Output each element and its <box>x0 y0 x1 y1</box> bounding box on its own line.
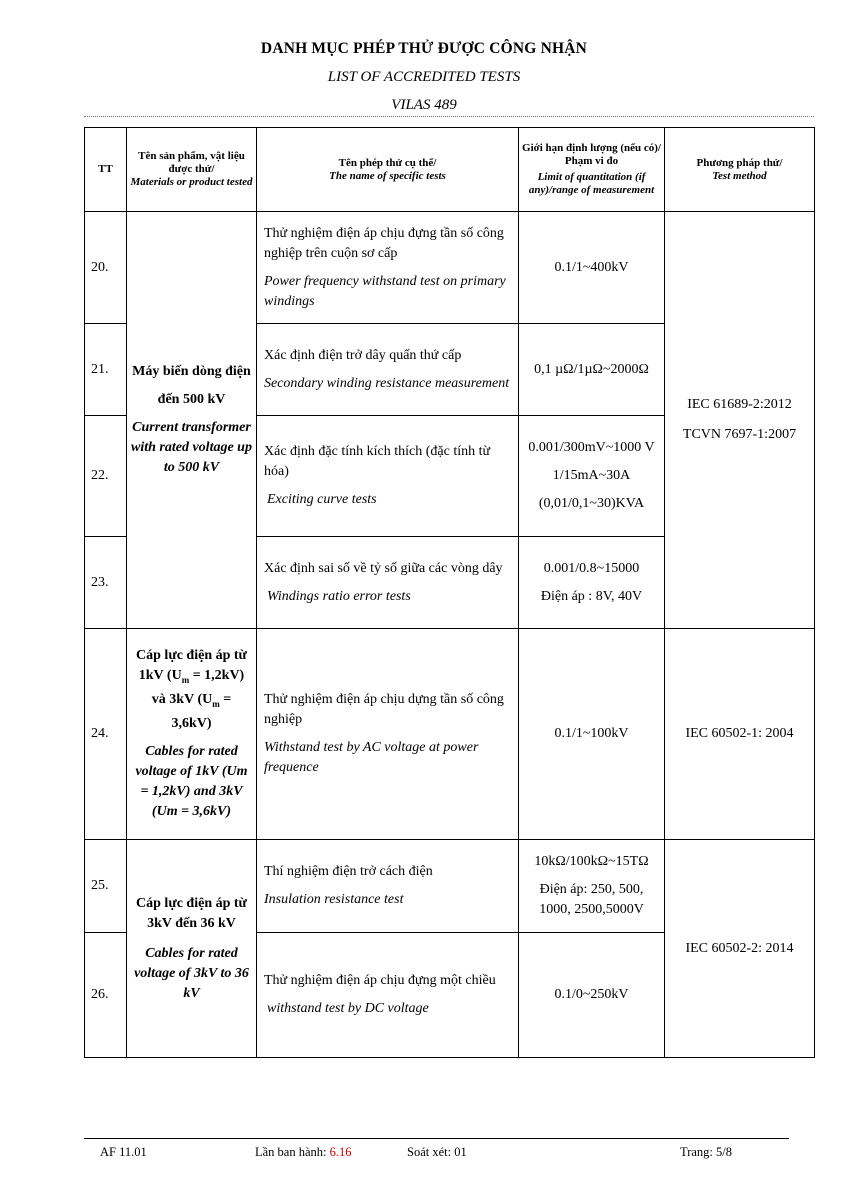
test-name-en: Withstand test by AC voltage at power frequence <box>264 740 479 775</box>
col-header-method-en: Test method <box>712 169 767 182</box>
product-name-vi-part: Cáp lực điện áp từ 1kV (U <box>136 648 247 684</box>
product-name-vi: Cáp lực điện áp từ 3kV đến 36 kV <box>136 895 247 931</box>
spacer <box>264 366 512 374</box>
limit-value: 0.1/1~100kV <box>554 726 629 741</box>
product-name-en: Current transformer with rated voltage up to 500 kV <box>131 420 252 475</box>
col-header-product-vi: Tên sản phẩm, vật liệu được thử/ <box>138 150 245 175</box>
test-cell <box>257 933 519 1058</box>
subscript: m <box>212 698 220 709</box>
test-cell <box>257 324 519 416</box>
col-header-product-en: Materials or product tested <box>130 176 253 188</box>
document-title: DANH MỤC PHÉP THỬ ĐƯỢC CÔNG NHẬN <box>260 40 588 57</box>
footer-divider <box>84 1138 789 1139</box>
test-name-en: Power frequency withstand test on primary windings <box>264 273 506 309</box>
method-value: IEC 60502-1: 2004 <box>685 726 794 741</box>
test-name-vi: Xác định sai số về tỷ số giữa các vòng dây <box>264 560 503 576</box>
product-name-en: Cables for rated voltage of 3kV to 36 kV <box>134 945 249 1001</box>
spacer <box>264 482 512 490</box>
col-header-test-vi: Tên phép thử cụ thể/ <box>338 156 437 169</box>
row-number: 20. <box>85 212 127 324</box>
product-name-vi-part: = 3,6kV) <box>171 692 232 731</box>
col-header-test-en: The name of specific tests <box>329 169 446 182</box>
test-cell <box>257 212 519 324</box>
test-cell <box>257 840 519 933</box>
accredited-tests-table <box>84 127 815 1058</box>
row-number: 23. <box>85 537 127 629</box>
footer-review: Soát xét: 01 <box>407 1145 467 1159</box>
footer-issue-value: 6.16 <box>329 1145 352 1159</box>
table-row <box>85 212 815 324</box>
limit-cell <box>519 933 665 1058</box>
col-header-method <box>665 128 815 212</box>
row-number: 26. <box>85 933 127 1058</box>
product-name-vi <box>131 646 252 734</box>
limit-value: 0.1/1~400kV <box>554 259 629 275</box>
col-header-tt: TT <box>85 128 127 212</box>
method-value: IEC 61689-2:2012 <box>687 397 792 412</box>
limit-value: 10kΩ/100kΩ~15TΩ <box>534 854 649 869</box>
limit-value: 0.001/0.8~15000 <box>543 560 640 576</box>
product-name-vi-2: đến 500 kV <box>157 392 226 407</box>
spacer <box>264 264 512 272</box>
test-cell <box>257 537 519 629</box>
row-number: 22. <box>85 416 127 537</box>
footer-issue <box>255 1145 352 1160</box>
spacer <box>264 579 512 587</box>
footer-page-number: Trang: 5/8 <box>680 1145 732 1159</box>
col-header-test <box>257 128 519 212</box>
row-number: 25. <box>85 840 127 933</box>
row-number: 21. <box>85 324 127 416</box>
col-header-limit-vi: Giới hạn định lượng (nếu có)/ Phạm vi đo <box>522 142 661 167</box>
subscript: m <box>181 675 190 685</box>
table-row <box>85 840 815 933</box>
test-name-vi: Thử nghiệm điện áp chịu đựng một chiều <box>264 973 496 988</box>
limit-value: 0.1/0~250kV <box>554 987 629 1002</box>
test-name-vi: Xác định điện trở dây quấn thứ cấp <box>264 347 462 363</box>
table-row <box>85 629 815 840</box>
test-cell <box>257 629 519 840</box>
limit-cell <box>519 212 665 324</box>
footer-issue-label: Lần ban hành: <box>255 1145 330 1159</box>
limit-cell <box>519 840 665 933</box>
limit-value-2: 1/15mA~30A <box>552 468 631 483</box>
col-header-limit <box>519 128 665 212</box>
test-name-vi: Xác định đặc tính kích thích (đặc tính từ hóa) <box>264 444 491 479</box>
col-header-product <box>127 128 257 212</box>
test-name-vi: Thí nghiệm điện trở cách điện <box>264 864 433 879</box>
test-name-en: Exciting curve tests <box>267 492 377 507</box>
limit-value: 0,1 µΩ/1µΩ~2000Ω <box>534 361 649 377</box>
spacer <box>264 730 512 738</box>
test-cell <box>257 416 519 537</box>
method-cell <box>665 212 815 629</box>
product-cell <box>127 629 257 840</box>
method-cell <box>665 629 815 840</box>
limit-value-2: Điện áp: 250, 500, 1000, 2500,5000V <box>539 882 644 917</box>
product-name-vi: Máy biến dòng điện <box>132 364 251 379</box>
limit-value-3: (0,01/0,1~30)KVA <box>538 496 645 511</box>
product-name-vi-part: = 1,2kV) và 3kV (U <box>151 668 245 707</box>
accreditation-code: VILAS 489 <box>391 97 457 113</box>
product-cell <box>127 840 257 1058</box>
limit-cell <box>519 629 665 840</box>
limit-cell <box>519 537 665 629</box>
footer-form-code: AF 11.01 <box>100 1145 147 1159</box>
dotted-divider <box>84 116 814 117</box>
row-number: 24. <box>85 629 127 840</box>
limit-value: 0.001/300mV~1000 V <box>528 440 655 455</box>
limit-value-2: Điện áp : 8V, 40V <box>540 588 643 604</box>
table-header-row <box>85 128 815 212</box>
method-value-2: TCVN 7697-1:2007 <box>682 427 797 442</box>
limit-cell <box>519 324 665 416</box>
spacer <box>264 991 512 999</box>
test-name-en: withstand test by DC voltage <box>267 1001 429 1016</box>
col-header-limit-en: Limit of quantitation (if any)/range of measurement <box>528 171 655 196</box>
test-name-vi: Thử nghiệm điện áp chịu đựng tần số công nghiệp trên cuộn sơ cấp <box>264 225 504 261</box>
method-value: IEC 60502-2: 2014 <box>685 940 794 956</box>
test-name-en: Insulation resistance test <box>264 892 404 907</box>
col-header-method-vi: Phương pháp thử/ <box>696 156 783 169</box>
product-name-en: Cables for rated voltage of 1kV (Um = 1,2kV) and 3kV (Um = 3,6kV) <box>135 743 248 819</box>
test-name-vi: Thử nghiệm điện áp chịu dựng tần số công nghiệp <box>264 692 504 727</box>
product-cell <box>127 212 257 629</box>
document-subtitle: LIST OF ACCREDITED TESTS <box>327 69 521 85</box>
limit-cell <box>519 416 665 537</box>
method-cell <box>665 840 815 1058</box>
test-name-en: Windings ratio error tests <box>267 588 411 604</box>
spacer <box>264 882 512 890</box>
test-name-en: Secondary winding resistance measurement <box>264 375 510 391</box>
